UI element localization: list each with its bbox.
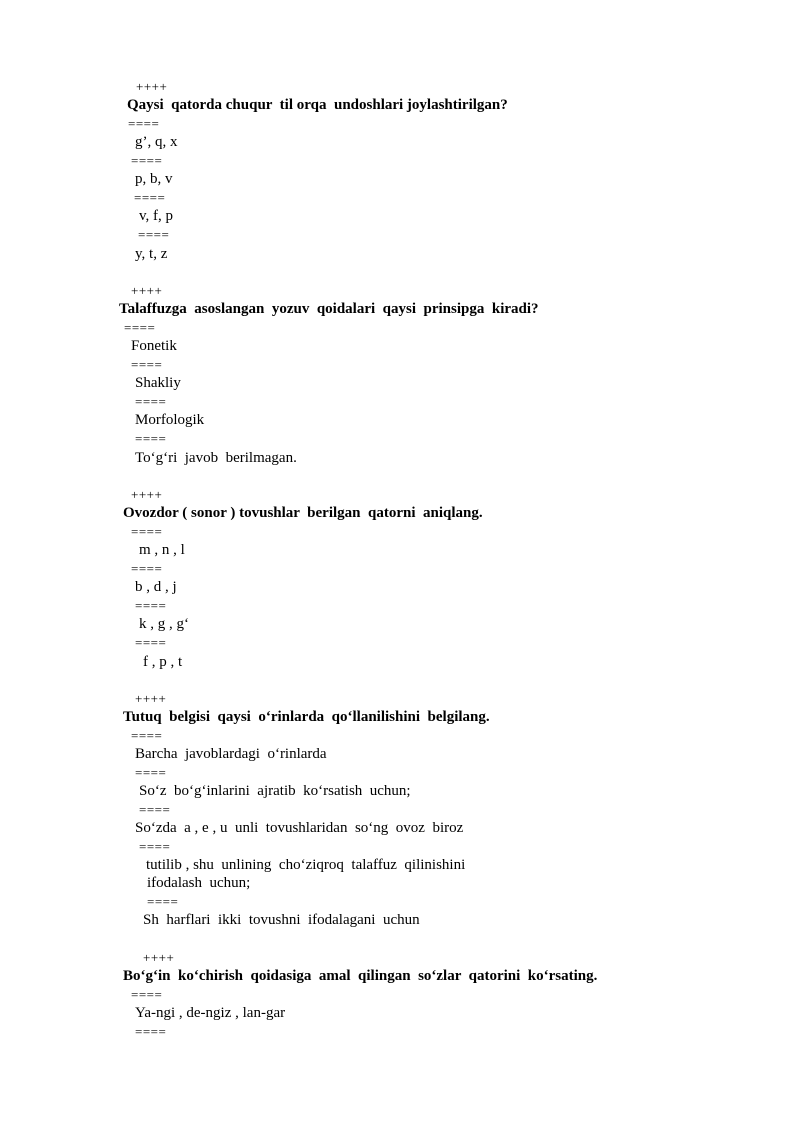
question-text: Talaffuzga asoslangan yozuv qoidalari qaysi prinsipga kiradi? (119, 301, 539, 317)
separator: ==== (128, 116, 160, 131)
question-text: Bo‘g‘in ko‘chirish qoidasiga amal qilingan so‘zlar qatorini ko‘rsating. (123, 968, 598, 984)
separator: ==== (139, 839, 171, 854)
question-text: Ovozdor ( sonor ) tovushlar berilgan qatorni aniqlang. (123, 505, 483, 521)
option-text: p, b, v (135, 171, 173, 187)
option-text: v, f, p (139, 208, 174, 224)
option-text: tutilib , shu unlining cho‘ziqroq talaffuz qilinishini (146, 857, 466, 873)
question-marker: ++++ (143, 950, 175, 965)
separator: ==== (134, 190, 166, 205)
option-text: Sh harflari ikki tovushni ifodalagani uchun (143, 912, 420, 928)
option-text: ifodalash uchun; (147, 875, 251, 891)
separator: ==== (131, 728, 163, 743)
separator: ==== (135, 394, 167, 409)
separator: ==== (138, 227, 170, 242)
separator: ==== (131, 987, 163, 1002)
question-marker: ++++ (135, 691, 167, 706)
separator: ==== (131, 357, 163, 372)
option-text: Fonetik (131, 338, 177, 354)
separator: ==== (135, 635, 167, 650)
question-text: Qaysi qatorda chuqur til orqa undoshlari joylashtirilgan? (127, 97, 508, 113)
option-text: k , g , g‘ (139, 616, 189, 632)
question-text: Tutuq belgisi qaysi o‘rinlarda qo‘llanilishini belgilang. (123, 709, 490, 725)
option-text: Ya-ngi , de-ngiz , lan-gar (135, 1005, 286, 1021)
option-text: f , p , t (143, 654, 183, 670)
option-text: To‘g‘ri javob berilmagan. (135, 450, 297, 466)
separator: ==== (131, 153, 163, 168)
separator: ==== (147, 894, 179, 909)
option-text: y, t, z (135, 246, 168, 262)
separator: ==== (135, 598, 167, 613)
separator: ==== (135, 765, 167, 780)
option-text: So‘zda a , e , u unli tovushlaridan so‘ng ovoz biroz (135, 820, 464, 836)
option-text: Barcha javoblardagi o‘rinlarda (135, 746, 327, 762)
option-text: m , n , l (139, 542, 185, 558)
option-text: Shakliy (135, 375, 181, 391)
question-marker: ++++ (131, 283, 163, 298)
option-text: g’, q, x (135, 134, 178, 150)
option-text: Morfologik (135, 412, 205, 428)
question-marker: ++++ (136, 79, 168, 94)
option-text: b , d , j (135, 579, 177, 595)
separator: ==== (124, 320, 156, 335)
separator: ==== (131, 524, 163, 539)
separator: ==== (135, 431, 167, 446)
option-text: So‘z bo‘g‘inlarini ajratib ko‘rsatish uchun; (139, 783, 411, 799)
separator: ==== (131, 561, 163, 576)
question-marker: ++++ (131, 487, 163, 502)
separator: ==== (139, 802, 171, 817)
separator: ==== (135, 1024, 167, 1039)
